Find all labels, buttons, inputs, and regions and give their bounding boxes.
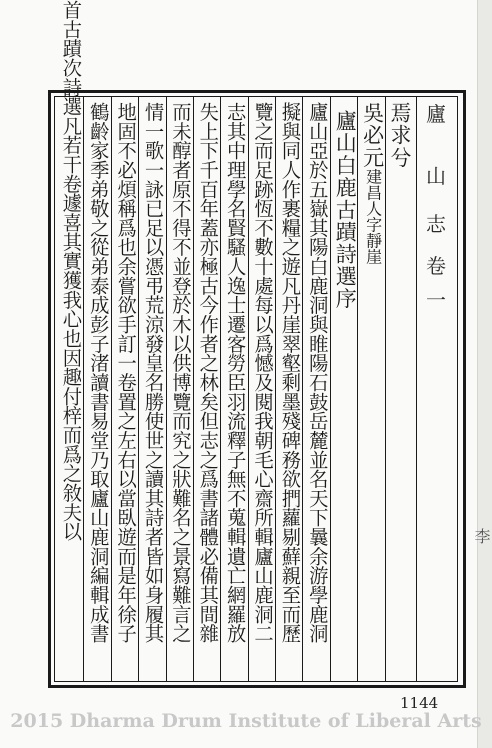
column-rule (385, 96, 386, 682)
text-column-6: 覽之而足跡恆不數十處每以爲憾及閱我朝毛心齋所輯廬山鹿洞二 (251, 102, 275, 643)
text-column-8: 失上下千百年蓋亦極古今作者之林矣但志之爲書諸體必備其間雜 (196, 102, 220, 643)
text-column-7: 志其中理學名賢騷人逸士遷客勞臣羽流釋子無不蒐輯遺亡網羅放 (223, 102, 247, 643)
column-rule (357, 96, 358, 682)
author-note: 建昌人字靜崖 (363, 168, 383, 265)
watermark: 2015 Dharma Drum Institute of Liberal Arts (10, 710, 482, 732)
column-rule (330, 96, 331, 682)
column-rule (193, 96, 194, 682)
header-glyph: 一 (426, 288, 446, 312)
column-rule (220, 96, 221, 682)
text-column-13: 首古蹟次詩選凡若干卷遽喜其實獲我心也因趣付梓而爲之敘夫以 (59, 0, 83, 541)
column-rule (166, 96, 167, 682)
text-column-title: 廬山白鹿古蹟詩選序 (333, 110, 358, 310)
column-rule (138, 96, 139, 682)
header-glyph: 志 (426, 212, 446, 236)
text-column-11: 地固不必煩稱爲也余嘗欲手訂一卷置之左右以當臥遊而是年徐子 (114, 102, 138, 643)
column-rule (302, 96, 303, 682)
margin-mark: 李 (472, 528, 491, 544)
page-number: 1144 (400, 694, 439, 712)
column-rule (111, 96, 112, 682)
column-rule (83, 96, 84, 682)
text-column-1: 焉求兮 (388, 102, 412, 169)
author-name: 吳必元 (360, 102, 385, 169)
text-column-9: 而未醇者原不得不並登於木以供博覽而究之狀難名之景寫難言之 (168, 102, 192, 643)
header-glyph: 山 (426, 164, 446, 188)
text-column-10: 情一歌一詠已足以憑弔荒涼發皇名勝使世之讀其詩者皆如身履其 (141, 102, 165, 643)
page-binding-edge (477, 0, 492, 748)
header-glyph: 卷 (426, 254, 446, 278)
text-column-5: 擬與同人作裹糧之遊凡丹崖翠壑剩墨殘碑務欲捫蘿剔蘚親至而歷 (278, 102, 302, 643)
header-glyph: 廬 (426, 102, 446, 126)
text-column-4: 廬山亞於五嶽其陽白鹿洞與睢陽石鼓岳麓並名天下曩余游學鹿洞 (305, 102, 329, 643)
column-rule (248, 96, 249, 682)
text-column-author (359, 102, 385, 265)
column-rule (275, 96, 276, 682)
text-column-12: 鶴齡家季弟敬之從弟泰成彭子渚讀書易堂乃取廬山鹿洞編輯成書 (86, 102, 110, 643)
